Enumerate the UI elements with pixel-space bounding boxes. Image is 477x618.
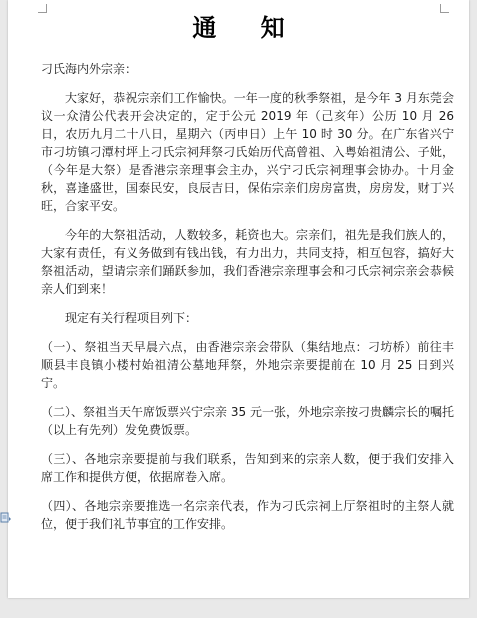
page-title: 通 知	[192, 13, 303, 42]
paragraph-3: 现定有关行程项目列下：	[65, 311, 198, 325]
document-body	[41, 60, 454, 533]
list-item-4: （四）、各地宗亲要推选一名宗亲代表，作为刁氏宗祠上厅祭祖时的主祭人就位，便于我们礼节事宜的工作安排。	[41, 499, 454, 531]
list-item-3: （三）、各地宗亲要提前与我们联系，告知到来的宗亲人数，便于我们安排入席工作和提供方便，依据席卷入席。	[41, 452, 454, 484]
document-paste-icon[interactable]	[0, 509, 12, 521]
margin-corner-mark-left	[38, 4, 47, 13]
paragraph-1: 大家好，恭祝宗亲们工作愉快。一年一度的秋季祭祖，是今年 3 月东莞会议一众清公代表开会决定的，定于公元 2019 年（己亥年）公历 10 月 26 日，农历九月二十八日，星期六（丙申日）上午 10 时 30 分。在广东省兴宁市刁坊镇刁潭村坪上刁氏宗祠拜祭刁氏始历代高曾祖、入粤始祖清公、子妣，（今年是大祭）是香港宗亲理事会主办，兴宁刁氏宗祠理事会协办。十月金秋，喜逢盛世，国泰民安，良辰吉日，保佑宗亲们房房富贵，房房发，财丁兴旺，合家平安。	[41, 91, 454, 213]
document-page	[8, 0, 469, 598]
greeting: 刁氏海内外宗亲：	[41, 62, 138, 76]
list-item-1: （一）、祭祖当天早晨六点，由香港宗亲会带队（集结地点：刁坊桥）前往丰顺县丰良镇小楼村始祖清公墓地拜祭，外地宗亲要提前在 10 月 25 日到兴宁。	[41, 340, 454, 390]
list-item-2: （二）、祭祖当天午席饭票兴宁宗亲 35 元一张，外地宗亲按刁贵麟宗长的嘱托（以上有先列）发免费饭票。	[41, 405, 454, 437]
margin-corner-mark-right	[440, 4, 449, 13]
workspace-bottom	[0, 604, 477, 618]
paragraph-2: 今年的大祭祖活动，人数较多，耗资也大。宗亲们，祖先是我们族人的，大家有责任，有义务做到有钱出钱，有力出力，共同支持，相互包容，搞好大祭祖活动，望请宗亲们踊跃参加，我们香港宗亲理事会和刁氏宗祠宗亲会恭候亲人们到来！	[41, 228, 454, 296]
